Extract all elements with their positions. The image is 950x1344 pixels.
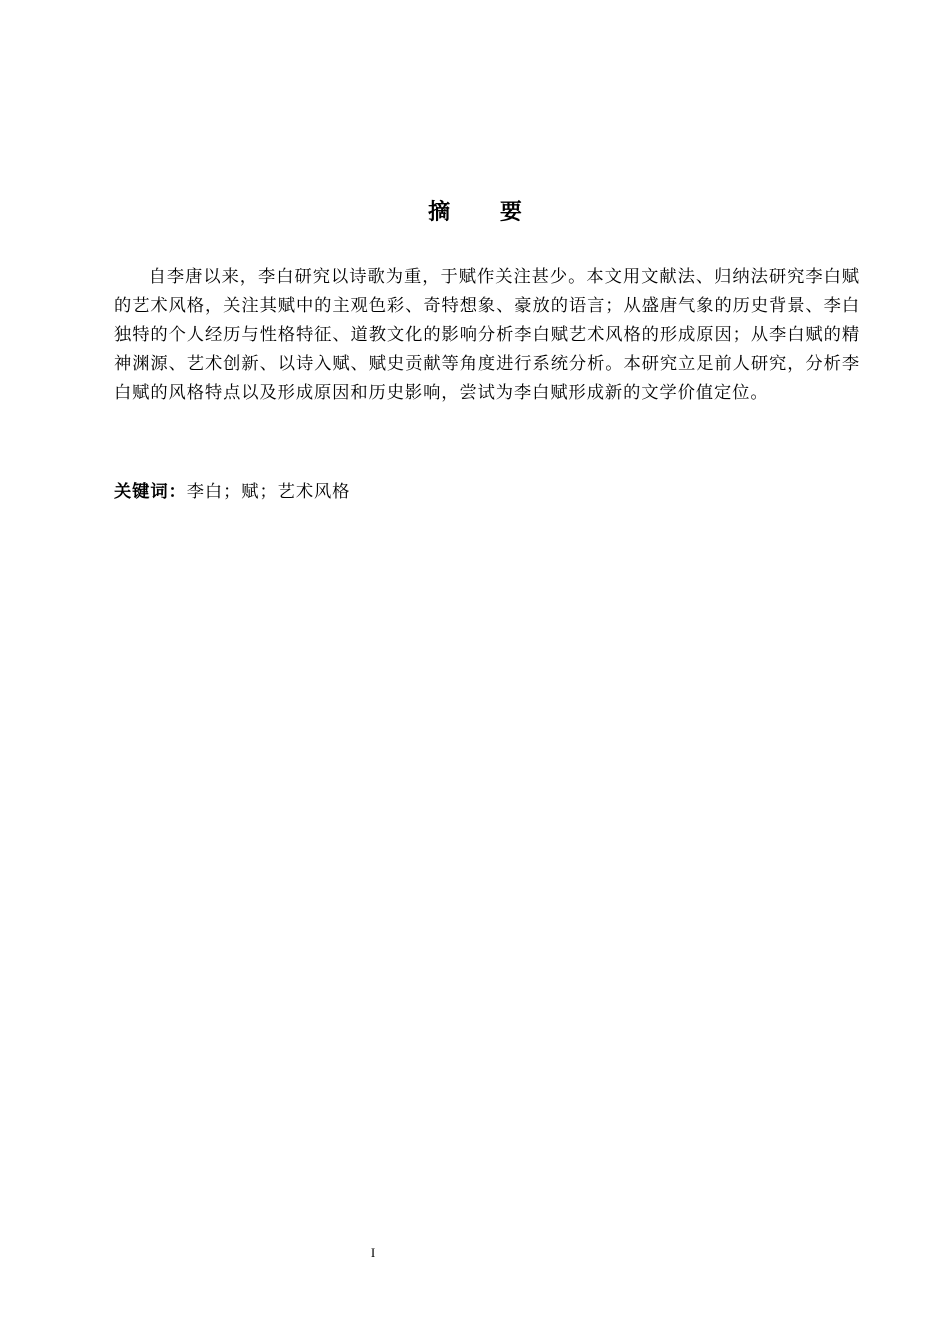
keywords-value: 李白；赋；艺术风格	[186, 482, 351, 502]
keywords-label: 关键词：	[114, 482, 187, 502]
page-number: I	[370, 1245, 376, 1260]
abstract-paragraph: 自李唐以来，李白研究以诗歌为重，于赋作关注甚少。本文用文献法、归纳法研究李白赋的艺术风格，关注其赋中的主观色彩、奇特想象、豪放的语言；从盛唐气象的历史背景、李白独特的个人经历与性格特征、道教文化的影响分析李白赋艺术风格的形成原因；从李白赋的精神渊源、艺术创新、以诗入赋、赋史贡献等角度进行系统分析。本研究立足前人研究，分析李白赋的风格特点以及形成原因和历史影响，尝试为李白赋形成新的文学价值定位。	[114, 267, 860, 403]
abstract-title: 摘 要	[428, 200, 543, 225]
keywords-line	[114, 478, 860, 507]
